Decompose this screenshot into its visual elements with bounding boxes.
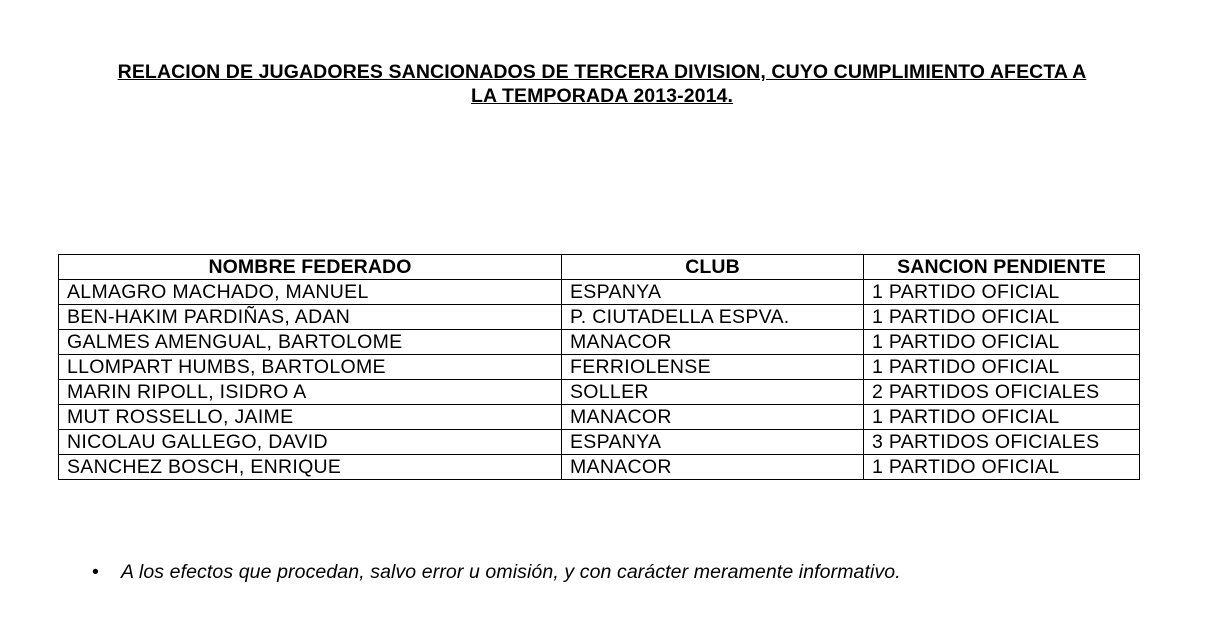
player-name-cell: LLOMPART HUMBS, BARTOLOME — [59, 355, 562, 380]
player-name-cell: ALMAGRO MACHADO, MANUEL — [59, 280, 562, 305]
club-cell: MANACOR — [562, 405, 864, 430]
disclaimer-note — [92, 560, 901, 584]
player-name-cell: NICOLAU GALLEGO, DAVID — [59, 430, 562, 455]
document-title — [60, 60, 1144, 108]
club-cell: FERRIOLENSE — [562, 355, 864, 380]
sanction-cell: 1 PARTIDO OFICIAL — [864, 305, 1140, 330]
table-row — [59, 280, 1140, 305]
header-club: CLUB — [562, 255, 864, 280]
club-cell: ESPANYA — [562, 280, 864, 305]
table-row — [59, 405, 1140, 430]
header-nombre-federado: NOMBRE FEDERADO — [59, 255, 562, 280]
sanction-cell: 3 PARTIDOS OFICIALES — [864, 430, 1140, 455]
sanction-cell: 1 PARTIDO OFICIAL — [864, 405, 1140, 430]
sanction-cell: 1 PARTIDO OFICIAL — [864, 280, 1140, 305]
title-line-1: RELACION DE JUGADORES SANCIONADOS DE TERCERA DIVISION, CUYO CUMPLIMIENTO AFECTA A — [117, 61, 1087, 83]
header-sancion-pendiente: SANCION PENDIENTE — [864, 255, 1140, 280]
sanction-cell: 1 PARTIDO OFICIAL — [864, 455, 1140, 480]
table-row — [59, 330, 1140, 355]
table-row — [59, 305, 1140, 330]
title-line-2: LA TEMPORADA 2013-2014. — [470, 85, 734, 107]
disclaimer-text: A los efectos que procedan, salvo error u omisión, y con carácter meramente informativo. — [121, 561, 901, 583]
sanction-cell: 1 PARTIDO OFICIAL — [864, 330, 1140, 355]
club-cell: MANACOR — [562, 330, 864, 355]
club-cell: MANACOR — [562, 455, 864, 480]
sanction-cell: 2 PARTIDOS OFICIALES — [864, 380, 1140, 405]
sanctions-table — [58, 254, 1140, 480]
sanction-cell: 1 PARTIDO OFICIAL — [864, 355, 1140, 380]
player-name-cell: SANCHEZ BOSCH, ENRIQUE — [59, 455, 562, 480]
table-row — [59, 355, 1140, 380]
player-name-cell: MARIN RIPOLL, ISIDRO A — [59, 380, 562, 405]
club-cell: P. CIUTADELLA ESPVA. — [562, 305, 864, 330]
club-cell: ESPANYA — [562, 430, 864, 455]
bullet-icon: • — [92, 561, 99, 583]
player-name-cell: MUT ROSSELLO, JAIME — [59, 405, 562, 430]
table-row — [59, 430, 1140, 455]
player-name-cell: GALMES AMENGUAL, BARTOLOME — [59, 330, 562, 355]
player-name-cell: BEN-HAKIM PARDIÑAS, ADAN — [59, 305, 562, 330]
table-header-row — [59, 255, 1140, 280]
table-row — [59, 455, 1140, 480]
club-cell: SOLLER — [562, 380, 864, 405]
table-row — [59, 380, 1140, 405]
